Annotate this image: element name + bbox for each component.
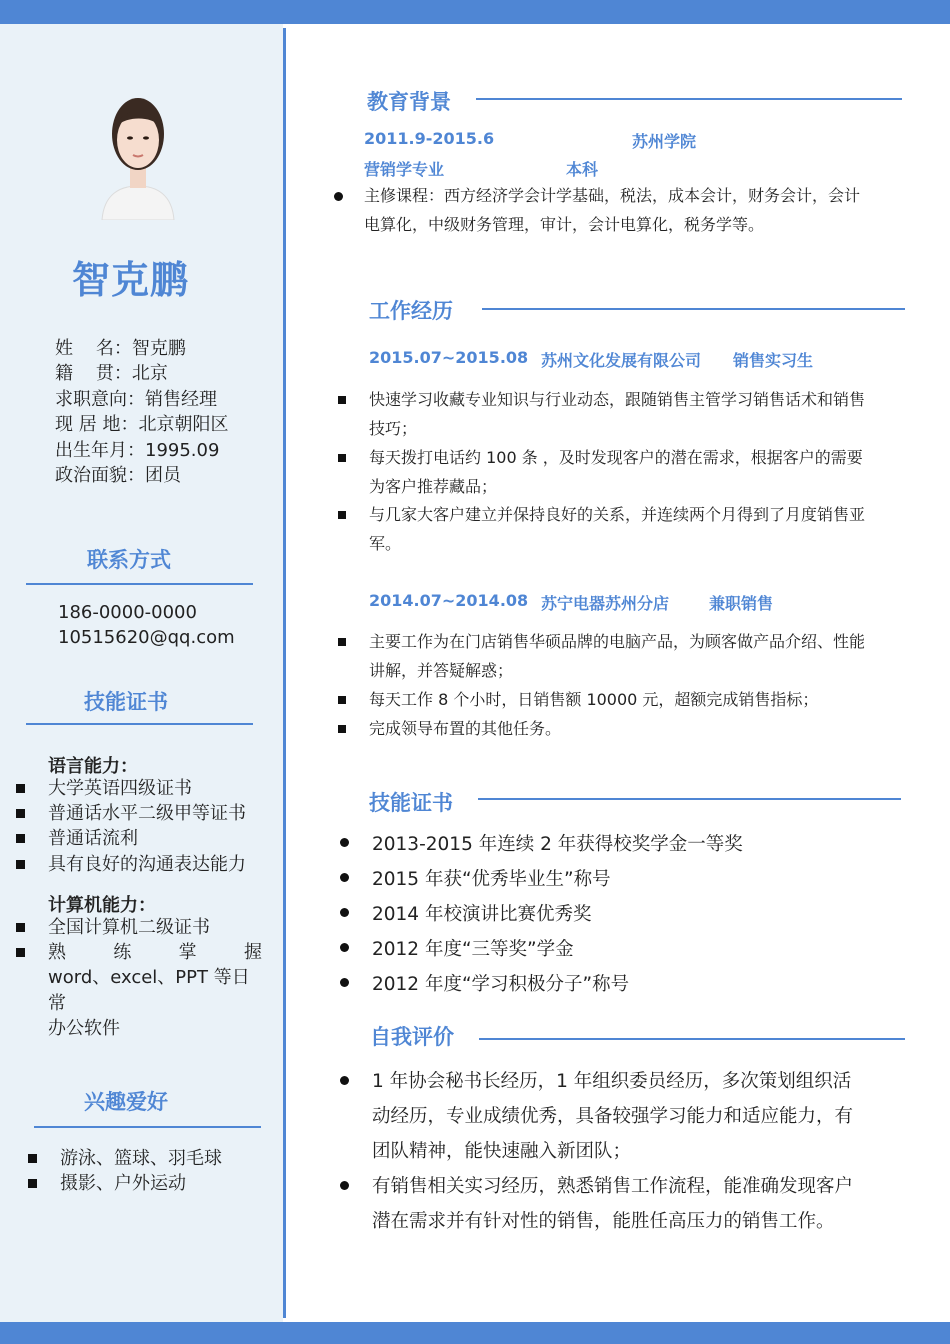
contact-title: 联系方式	[87, 548, 171, 572]
info-name: 姓 名：智克鹏	[55, 338, 186, 359]
portrait-photo	[92, 82, 184, 220]
hobbies-title: 兴趣爱好	[84, 1090, 168, 1114]
list-item: 普通话流利	[16, 826, 266, 851]
round-bullet-icon	[334, 192, 343, 201]
job1-role: 销售实习生	[733, 351, 814, 370]
job1-item-1: 快速学习收藏专业知识与行业动态，跟随销售主管学习销售话术和销售 技巧；	[369, 390, 866, 438]
round-bullet-icon	[340, 978, 349, 987]
round-bullet-icon	[340, 1181, 349, 1190]
cert-item: 2014 年校演讲比赛优秀奖	[372, 904, 592, 925]
cert-item: 2013-2015 年连续 2 年获得校奖学金一等奖	[372, 834, 743, 855]
self-eval-title: 自我评价	[370, 1025, 454, 1049]
job2-item-3: 完成领导布置的其他任务。	[369, 719, 562, 738]
square-bullet-icon	[16, 948, 25, 957]
education-major: 营销学专业	[364, 160, 445, 179]
computer-item-2-line2: word、excel、PPT 等日常	[48, 967, 250, 1014]
list-item: 全国计算机二级证书	[16, 915, 266, 940]
info-objective: 求职意向：销售经理	[55, 388, 217, 410]
square-bullet-icon	[338, 454, 346, 462]
courses-line-1: 主修课程：西方经济学会计学基础，税法，成本会计，财务会计，会计	[364, 186, 861, 205]
side-skills-rule	[26, 723, 253, 725]
cert-item: 2012 年度“三等奖”学金	[372, 939, 574, 960]
square-bullet-icon	[16, 809, 25, 818]
hobbies-list	[28, 1146, 268, 1196]
list-item: 摄影、户外运动	[28, 1171, 268, 1196]
round-bullet-icon	[340, 908, 349, 917]
education-title: 教育背景	[367, 90, 451, 114]
list-item: 具有良好的沟通表达能力	[16, 852, 266, 877]
contact-phone: 186-0000-0000	[58, 602, 197, 623]
hobbies-rule	[34, 1126, 261, 1128]
square-bullet-icon	[16, 923, 25, 932]
job2-item-1: 主要工作为在门店销售华硕品牌的电脑产品，为顾客做产品介绍、性能 讲解，并答疑解惑；	[369, 632, 866, 680]
computer-item-2-line3: 办公软件	[48, 1017, 120, 1039]
job1-company: 苏州文化发展有限公司	[541, 351, 702, 370]
round-bullet-icon	[340, 838, 349, 847]
job2-period: 2014.07~2014.08	[369, 591, 529, 610]
top-accent-bar	[0, 0, 950, 24]
square-bullet-icon	[16, 784, 25, 793]
language-list	[16, 776, 266, 877]
round-bullet-icon	[340, 873, 349, 882]
work-rule	[482, 308, 905, 310]
square-bullet-icon	[16, 860, 25, 869]
self-eval-item-2: 有销售相关实习经历，熟悉销售工作流程，能准确发现客户 潜在需求并有针对性的销售，能胜任高压力的销售工作。	[372, 1176, 854, 1232]
round-bullet-icon	[340, 943, 349, 952]
square-bullet-icon	[338, 696, 346, 704]
personal-info	[55, 336, 228, 488]
side-skills-title: 技能证书	[84, 690, 168, 714]
info-hometown: 籍 贯：北京	[55, 363, 168, 385]
round-bullet-icon	[340, 1076, 349, 1085]
education-period: 2011.9-2015.6	[364, 129, 495, 148]
job1-item-3: 与几家大客户建立并保持良好的关系，并连续两个月得到了月度销售亚 军。	[369, 505, 866, 553]
candidate-name: 智克鹏	[72, 258, 190, 302]
courses-line-2: 电算化，中级财务管理，审计，会计电算化，税务学等。	[364, 214, 765, 234]
list-item: 游泳、篮球、羽毛球	[28, 1146, 268, 1171]
square-bullet-icon	[338, 638, 346, 646]
self-eval-rule	[479, 1038, 905, 1040]
list-item	[16, 940, 266, 1041]
education-courses	[364, 182, 904, 239]
language-heading: 语言能力：	[48, 756, 138, 777]
list-item: 大学英语四级证书	[16, 776, 266, 801]
certs-rule	[478, 798, 901, 800]
list-item: 普通话水平二级甲等证书	[16, 801, 266, 826]
computer-list	[16, 915, 266, 1041]
column-divider	[283, 28, 286, 1318]
self-eval-item-1: 1 年协会秘书长经历，1 年组织委员经历，多次策划组织活 动经历，专业成绩优秀，具备较强学习能力和适应能力，有 团队精神，能快速融入新团队；	[372, 1071, 854, 1162]
contact-email: 10515620@qq.com	[58, 627, 235, 649]
contact-info	[58, 600, 235, 651]
job2-item-2: 每天工作 8 个小时，日销售额 10000 元，超额完成销售指标；	[369, 690, 819, 709]
square-bullet-icon	[338, 511, 346, 519]
education-rule	[476, 98, 902, 100]
cert-item: 2012 年度“学习积极分子”称号	[372, 974, 630, 995]
cert-item: 2015 年获“优秀毕业生”称号	[372, 869, 611, 890]
square-bullet-icon	[28, 1179, 37, 1188]
job1-item-2: 每天拨打电话约 100 条 ，及时发现客户的潜在需求，根据客户的需要 为客户推荐藏品；	[369, 448, 863, 496]
square-bullet-icon	[338, 725, 346, 733]
square-bullet-icon	[28, 1154, 37, 1163]
work-title: 工作经历	[369, 299, 453, 323]
job2-role: 兼职销售	[709, 594, 774, 613]
computer-heading: 计算机能力：	[48, 895, 156, 916]
computer-item-2-line1: 熟 练 掌 握	[48, 942, 262, 964]
square-bullet-icon	[338, 396, 346, 404]
bottom-accent-bar	[0, 1322, 950, 1344]
job2-company: 苏宁电器苏州分店	[541, 594, 670, 613]
info-birth: 出生年月：1995.09	[55, 439, 220, 461]
contact-rule	[26, 583, 253, 585]
education-school: 苏州学院	[632, 132, 697, 151]
education-degree: 本科	[566, 160, 599, 179]
info-residence: 现 居 地：北京朝阳区	[55, 414, 229, 436]
job1-period: 2015.07~2015.08	[369, 348, 529, 367]
square-bullet-icon	[16, 834, 25, 843]
info-politics: 政治面貌：团员	[55, 465, 181, 487]
certs-title: 技能证书	[369, 791, 453, 815]
